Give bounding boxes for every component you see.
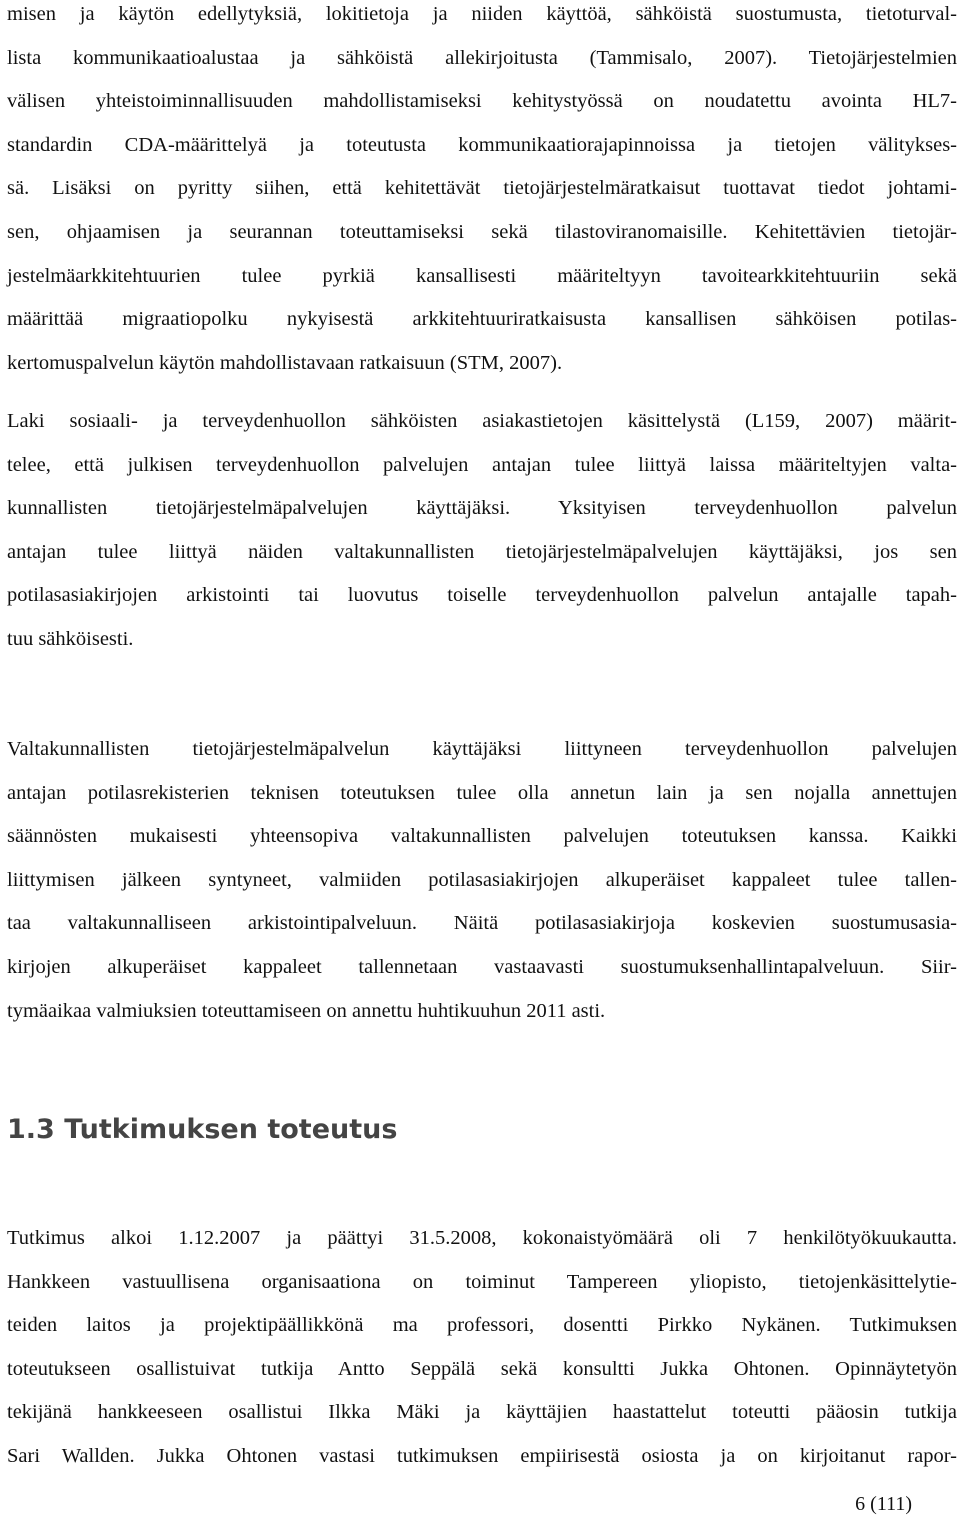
text-line: tymäaikaa valmiuksien toteuttamiseen on annettu huhtikuuhun 2011 asti. [7, 999, 606, 1022]
paragraph-2 [7, 400, 957, 662]
text-line: välisen yhteistoiminnallisuuden mahdollistamiseksi kehitystyössä on noudatettu avointa HL7- [7, 90, 957, 113]
text-line: sen, ohjaamisen ja seurannan toteuttamiseksi sekä tilastoviranomaisille. Kehitettävien tietojär- [7, 220, 957, 243]
section-heading: 1.3 Tutkimuksen toteutus [7, 1114, 398, 1145]
paragraph-1 [7, 0, 957, 385]
text-line: kertomuspalvelun käytön mahdollistavaan ratkaisuun (STM, 2007). [7, 351, 563, 374]
paragraph-3 [7, 728, 957, 1033]
text-line: määrittää migraatiopolku nykyisestä arkkitehtuuriratkaisusta kansallisen sähköisen potilas- [7, 308, 957, 331]
text-line: kunnallisten tietojärjestelmäpalvelujen käyttäjäksi. Yksityisen terveydenhuollon palvelun [7, 497, 957, 520]
paragraph-4 [7, 1217, 957, 1479]
text-line: kirjojen alkuperäiset kappaleet tallennetaan vastaavasti suostumuksenhallintapalveluun. Siir- [7, 955, 957, 978]
text-line: antajan potilasrekisterien teknisen toteutuksen tulee olla annetun lain ja sen nojalla annettujen [7, 781, 957, 804]
text-line: Sari Wallden. Jukka Ohtonen vastasi tutkimuksen empiirisestä osiosta ja on kirjoitanut rapor- [7, 1444, 957, 1467]
text-line: Hankkeen vastuullisena organisaationa on toiminut Tampereen yliopisto, tietojenkäsittelytie- [7, 1270, 957, 1293]
text-line: potilasasiakirjojen arkistointi tai luovutus toiselle terveydenhuollon palvelun antajalle tapah- [7, 584, 957, 607]
text-line: Valtakunnallisten tietojärjestelmäpalvelun käyttäjäksi liittyneen terveydenhuollon palvelujen [7, 738, 957, 760]
text-line: misen ja käytön edellytyksiä, lokitietoja ja niiden käyttöä, sähköistä suostumusta, tietoturval- [7, 3, 957, 25]
text-line: lista kommunikaatioalustaa ja sähköistä allekirjoitusta (Tammisalo, 2007). Tietojärjestelmien [7, 46, 957, 69]
text-line: antajan tulee liittyä näiden valtakunnallisten tietojärjestelmäpalvelujen käyttäjäksi, jos sen [7, 540, 957, 563]
text-line: Tutkimus alkoi 1.12.2007 ja päättyi 31.5.2008, kokonaistyömäärä oli 7 henkilötyökuukautta. [7, 1227, 957, 1249]
text-line: Laki sosiaali- ja terveydenhuollon sähköisten asiakastietojen käsittelystä (L159, 2007) määrit- [7, 410, 957, 432]
text-line: standardin CDA-määrittelyä ja toteutusta kommunikaatiorajapinnoissa ja tietojen välitykses- [7, 133, 957, 156]
text-line: taa valtakunnalliseen arkistointipalveluun. Näitä potilasasiakirjoja koskevien suostumusasia- [7, 912, 957, 935]
text-line: jestelmäarkkitehtuurien tulee pyrkiä kansallisesti määriteltyyn tavoitearkkitehtuuriin sekä [7, 264, 957, 287]
text-line: liittymisen jälkeen syntyneet, valmiiden potilasasiakirjojen alkuperäiset kappaleet tulee tallen- [7, 868, 957, 891]
text-line: tekijänä hankkeeseen osallistui Ilkka Mäki ja käyttäjien haastattelut toteutti pääosin tutkija [7, 1401, 957, 1424]
text-line: telee, että julkisen terveydenhuollon palvelujen antajan tulee liittyä laissa määriteltyjen valta- [7, 453, 957, 476]
text-line: sä. Lisäksi on pyritty siihen, että kehitettävät tietojärjestelmäratkaisut tuottavat tiedot johtami- [7, 177, 957, 200]
page-number: 6 (111) [855, 1493, 912, 1515]
text-line: teiden laitos ja projektipäällikkönä ma professori, dosentti Pirkko Nykänen. Tutkimuksen [7, 1314, 957, 1337]
text-line: tuu sähköisesti. [7, 627, 134, 650]
text-line: säännösten mukaisesti yhteensopiva valtakunnallisten palvelujen toteutuksen kanssa. Kaikki [7, 825, 957, 848]
text-line: toteutukseen osallistuivat tutkija Antto Seppälä sekä konsultti Jukka Ohtonen. Opinnäytetyön [7, 1357, 957, 1380]
